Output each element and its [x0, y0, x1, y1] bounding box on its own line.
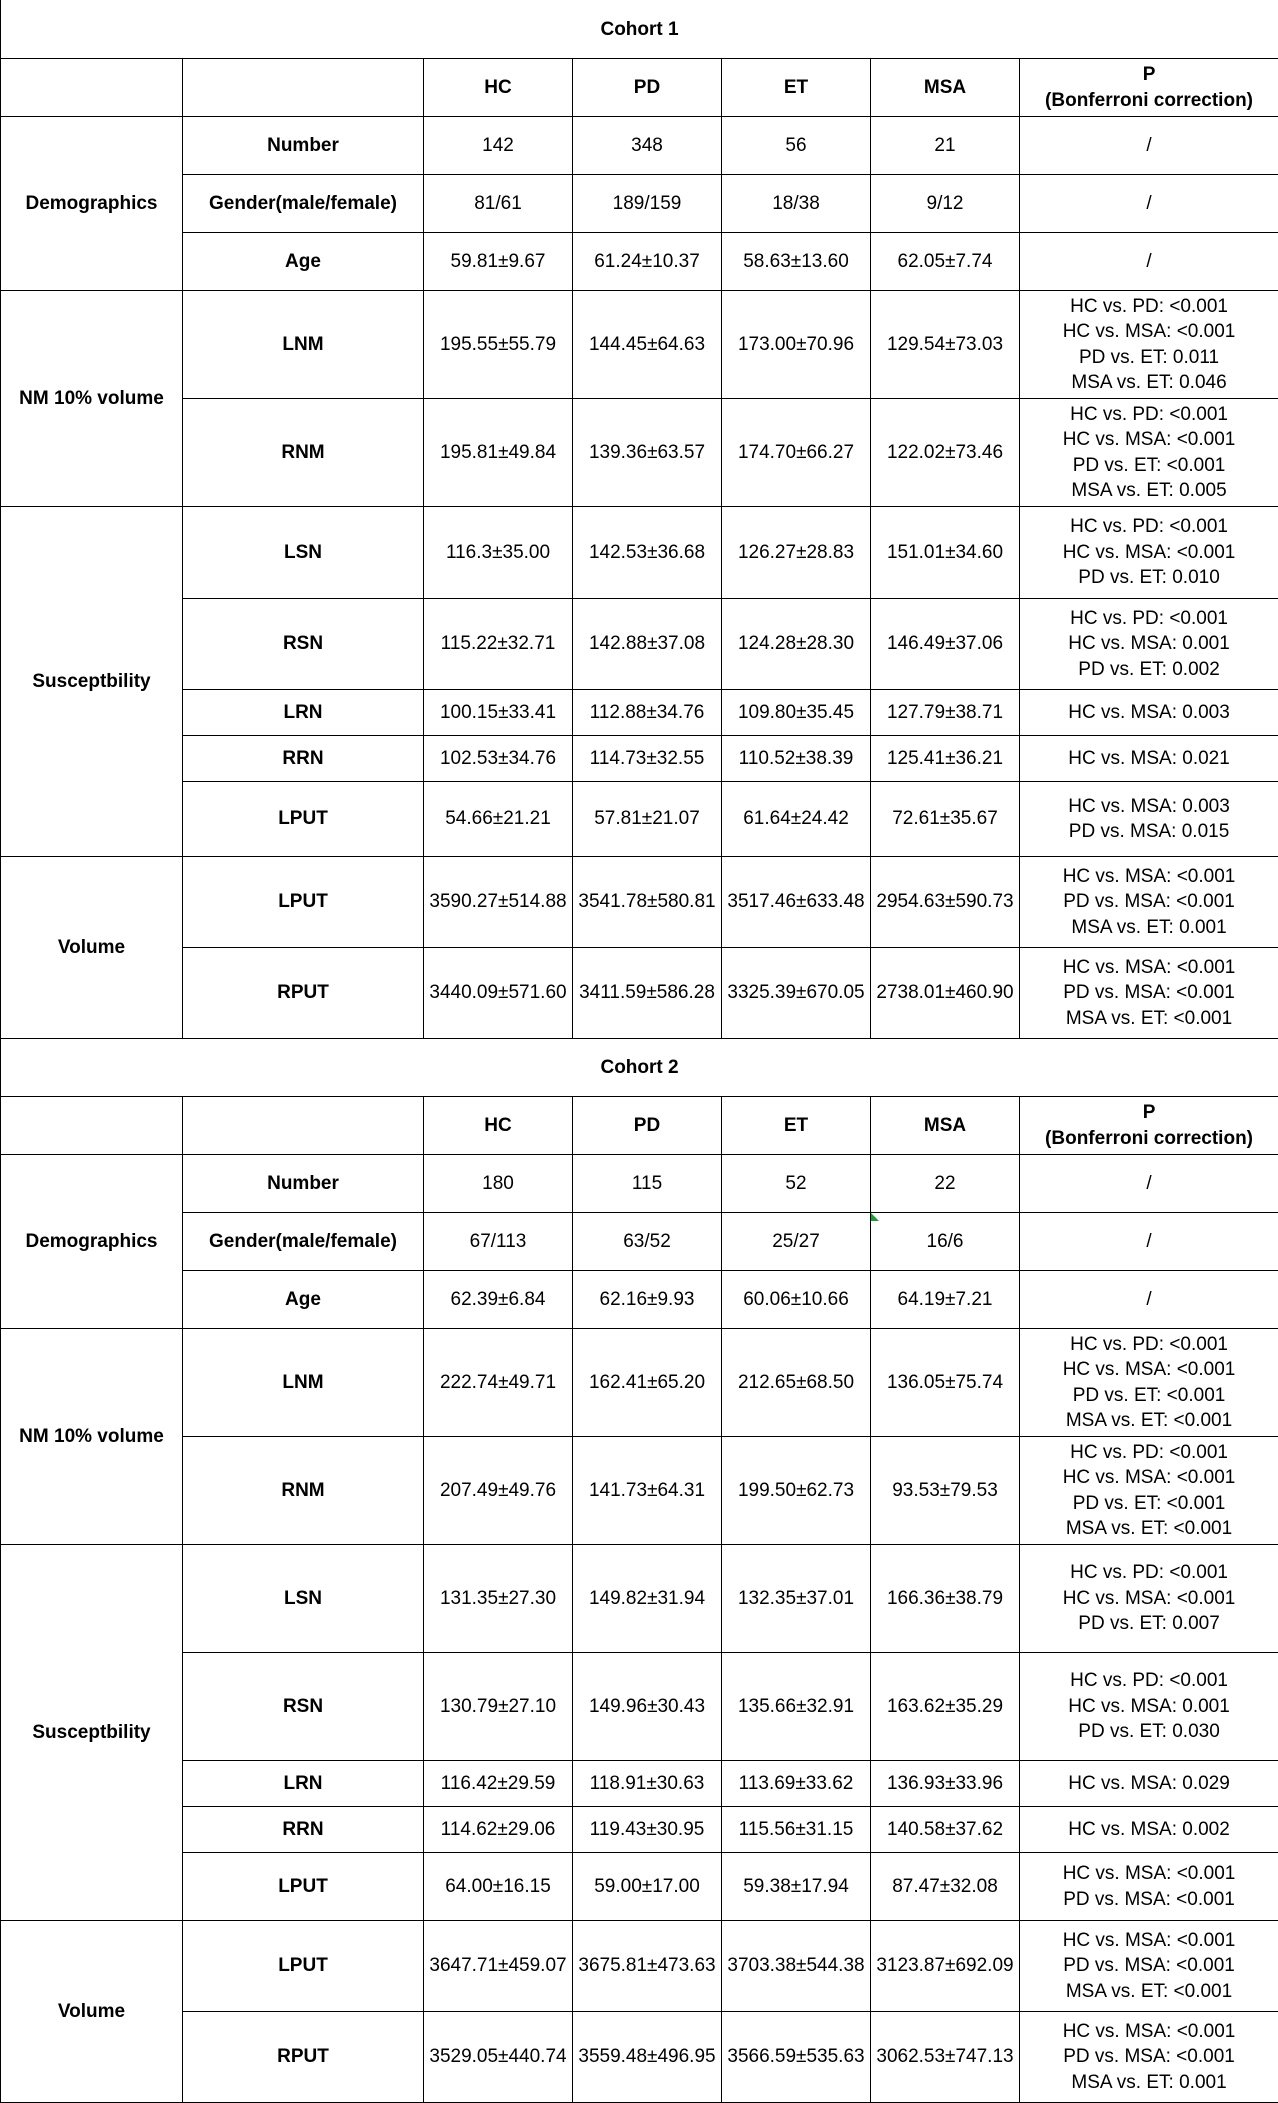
p-value-line: / — [1021, 133, 1277, 159]
metric-label[interactable]: LSN — [183, 1545, 424, 1653]
p-value-line: PD vs. ET: 0.011 — [1021, 345, 1277, 371]
p-value-line: HC vs. MSA: 0.003 — [1021, 700, 1277, 726]
value-cell-pd[interactable]: 149.82±31.94 — [573, 1545, 722, 1653]
value-cell-msa[interactable]: 136.05±75.74 — [871, 1329, 1020, 1437]
p-value-line: MSA vs. ET: <0.001 — [1021, 1979, 1277, 2005]
value-cell-pd[interactable]: 3559.48±496.95 — [573, 2012, 722, 2103]
value-cell-hc[interactable]: 102.53±34.76 — [424, 736, 573, 782]
value-cell-msa[interactable]: 163.62±35.29 — [871, 1653, 1020, 1761]
metric-label[interactable]: LPUT — [183, 1853, 424, 1921]
value-cell-msa[interactable]: 16/6 — [871, 1213, 1020, 1271]
value-cell-hc[interactable]: 3529.05±440.74 — [424, 2012, 573, 2103]
value-cell-pd[interactable]: 118.91±30.63 — [573, 1761, 722, 1807]
p-value-line: HC vs. MSA: 0.003 — [1021, 794, 1277, 820]
metric-label[interactable]: LRN — [183, 1761, 424, 1807]
value-cell-hc[interactable]: 142 — [424, 117, 573, 175]
p-value-cell[interactable] — [1020, 1545, 1278, 1653]
p-value-cell[interactable] — [1020, 233, 1278, 291]
value-cell-pd[interactable]: 162.41±65.20 — [573, 1329, 722, 1437]
table-row — [1, 1271, 1278, 1329]
metric-label[interactable]: LPUT — [183, 782, 424, 857]
value-cell-hc[interactable]: 64.00±16.15 — [424, 1853, 573, 1921]
p-value-line: / — [1021, 1229, 1277, 1255]
section-label[interactable]: NM 10% volume — [1, 1329, 183, 1545]
table-row — [1, 690, 1278, 736]
p-value-cell[interactable] — [1020, 690, 1278, 736]
value-cell-msa[interactable]: 140.58±37.62 — [871, 1807, 1020, 1853]
value-cell-msa[interactable]: 125.41±36.21 — [871, 736, 1020, 782]
column-header-pd[interactable]: PD — [573, 59, 722, 117]
p-header-line1: P — [1021, 1100, 1277, 1126]
value-cell-pd[interactable]: 112.88±34.76 — [573, 690, 722, 736]
value-cell-et[interactable]: 3517.46±633.48 — [722, 857, 871, 948]
column-header-et[interactable]: ET — [722, 1097, 871, 1155]
value-cell-pd[interactable]: 144.45±64.63 — [573, 291, 722, 399]
table-row — [1, 1807, 1278, 1853]
value-cell-pd[interactable]: 3411.59±586.28 — [573, 948, 722, 1039]
header-blank-metric[interactable] — [183, 59, 424, 117]
p-value-line: HC vs. MSA: <0.001 — [1021, 1928, 1277, 1954]
value-cell-hc[interactable]: 130.79±27.10 — [424, 1653, 573, 1761]
p-value-cell[interactable] — [1020, 117, 1278, 175]
p-value-line: MSA vs. ET: <0.001 — [1021, 1408, 1277, 1434]
value-cell-msa[interactable]: 93.53±79.53 — [871, 1437, 1020, 1545]
cell-comment-marker — [871, 1213, 879, 1221]
value-cell-et[interactable]: 60.06±10.66 — [722, 1271, 871, 1329]
table-row — [1, 1761, 1278, 1807]
value-cell-msa[interactable]: 87.47±32.08 — [871, 1853, 1020, 1921]
value-cell-msa[interactable]: 2738.01±460.90 — [871, 948, 1020, 1039]
value-cell-msa[interactable]: 21 — [871, 117, 1020, 175]
value-cell-et[interactable]: 173.00±70.96 — [722, 291, 871, 399]
table-row — [1, 2012, 1278, 2103]
p-value-cell[interactable] — [1020, 1271, 1278, 1329]
metric-label[interactable]: Age — [183, 233, 424, 291]
header-blank-metric[interactable] — [183, 1097, 424, 1155]
metric-label[interactable]: LPUT — [183, 857, 424, 948]
p-value-line: PD vs. MSA: <0.001 — [1021, 889, 1277, 915]
p-header-line2: (Bonferroni correction) — [1021, 1126, 1277, 1152]
value-cell-hc[interactable]: 81/61 — [424, 175, 573, 233]
value-cell-pd[interactable]: 141.73±64.31 — [573, 1437, 722, 1545]
table-row — [1, 507, 1278, 599]
value-cell-et[interactable]: 113.69±33.62 — [722, 1761, 871, 1807]
value-cell-hc[interactable]: 195.55±55.79 — [424, 291, 573, 399]
metric-label[interactable]: Number — [183, 117, 424, 175]
value-cell-pd[interactable]: 149.96±30.43 — [573, 1653, 722, 1761]
value-cell-pd[interactable]: 63/52 — [573, 1213, 722, 1271]
metric-label[interactable]: RRN — [183, 1807, 424, 1853]
value-cell-hc[interactable]: 3440.09±571.60 — [424, 948, 573, 1039]
p-value-cell[interactable] — [1020, 736, 1278, 782]
value-cell-et[interactable]: 109.80±35.45 — [722, 690, 871, 736]
p-value-cell[interactable] — [1020, 857, 1278, 948]
metric-label[interactable]: RSN — [183, 599, 424, 690]
value-cell-pd[interactable]: 61.24±10.37 — [573, 233, 722, 291]
value-cell-hc[interactable]: 3590.27±514.88 — [424, 857, 573, 948]
p-value-line: HC vs. MSA: 0.029 — [1021, 1771, 1277, 1797]
value-cell-msa[interactable]: 9/12 — [871, 175, 1020, 233]
value-cell-pd[interactable]: 139.36±63.57 — [573, 399, 722, 507]
table-row — [1, 1329, 1278, 1437]
p-value-cell[interactable] — [1020, 399, 1278, 507]
table-row — [1, 233, 1278, 291]
value-cell-hc[interactable]: 180 — [424, 1155, 573, 1213]
value-cell-hc[interactable]: 222.74±49.71 — [424, 1329, 573, 1437]
cohort-title[interactable]: Cohort 2 — [1, 1039, 1278, 1097]
p-value-cell[interactable] — [1020, 291, 1278, 399]
p-value-line: HC vs. PD: <0.001 — [1021, 1668, 1277, 1694]
value-cell-msa[interactable]: 62.05±7.74 — [871, 233, 1020, 291]
p-value-line: PD vs. ET: <0.001 — [1021, 1491, 1277, 1517]
p-value-line: MSA vs. ET: 0.046 — [1021, 370, 1277, 396]
metric-label[interactable]: LNM — [183, 1329, 424, 1437]
metric-label[interactable]: LNM — [183, 291, 424, 399]
p-value-line: HC vs. PD: <0.001 — [1021, 1560, 1277, 1586]
value-cell-et[interactable]: 25/27 — [722, 1213, 871, 1271]
value-cell-msa[interactable]: 22 — [871, 1155, 1020, 1213]
column-header-et[interactable]: ET — [722, 59, 871, 117]
value-cell-pd[interactable]: 189/159 — [573, 175, 722, 233]
value-cell-hc[interactable]: 114.62±29.06 — [424, 1807, 573, 1853]
metric-label[interactable]: Gender(male/female) — [183, 1213, 424, 1271]
p-value-line: PD vs. ET: 0.030 — [1021, 1719, 1277, 1745]
p-value-line: HC vs. MSA: <0.001 — [1021, 1465, 1277, 1491]
value-cell-pd[interactable]: 115 — [573, 1155, 722, 1213]
p-value-cell[interactable] — [1020, 1329, 1278, 1437]
p-value-cell[interactable] — [1020, 1155, 1278, 1213]
value-cell-hc[interactable]: 100.15±33.41 — [424, 690, 573, 736]
p-value-line: HC vs. MSA: 0.002 — [1021, 1817, 1277, 1843]
table-row — [1, 599, 1278, 690]
column-header-p[interactable] — [1020, 59, 1278, 117]
table-row — [1, 1545, 1278, 1653]
p-value-cell[interactable] — [1020, 175, 1278, 233]
value-cell-hc[interactable]: 54.66±21.21 — [424, 782, 573, 857]
metric-label[interactable]: RPUT — [183, 948, 424, 1039]
value-cell-pd[interactable]: 62.16±9.93 — [573, 1271, 722, 1329]
value-cell-pd[interactable]: 142.88±37.08 — [573, 599, 722, 690]
p-header-line2: (Bonferroni correction) — [1021, 88, 1277, 114]
metric-label[interactable]: RNM — [183, 1437, 424, 1545]
column-header-hc[interactable]: HC — [424, 59, 573, 117]
p-value-line: PD vs. ET: 0.007 — [1021, 1611, 1277, 1637]
value-cell-et[interactable]: 3325.39±670.05 — [722, 948, 871, 1039]
p-value-line: HC vs. MSA: 0.001 — [1021, 1694, 1277, 1720]
value-cell-msa[interactable]: 166.36±38.79 — [871, 1545, 1020, 1653]
p-value-line: / — [1021, 1287, 1277, 1313]
column-header-pd[interactable]: PD — [573, 1097, 722, 1155]
value-cell-et[interactable]: 124.28±28.30 — [722, 599, 871, 690]
p-value-line: HC vs. MSA: <0.001 — [1021, 319, 1277, 345]
value-cell-et[interactable]: 58.63±13.60 — [722, 233, 871, 291]
p-value-line: HC vs. PD: <0.001 — [1021, 402, 1277, 428]
p-value-cell[interactable] — [1020, 782, 1278, 857]
value-cell-msa[interactable]: 122.02±73.46 — [871, 399, 1020, 507]
cohort-title[interactable]: Cohort 1 — [1, 1, 1278, 59]
section-label[interactable]: Susceptbility — [1, 1545, 183, 1921]
metric-label[interactable]: RNM — [183, 399, 424, 507]
value-cell-hc[interactable]: 115.22±32.71 — [424, 599, 573, 690]
value-cell-hc[interactable]: 3647.71±459.07 — [424, 1921, 573, 2012]
p-value-line: HC vs. MSA: <0.001 — [1021, 864, 1277, 890]
column-header-msa[interactable]: MSA — [871, 1097, 1020, 1155]
p-value-line: MSA vs. ET: <0.001 — [1021, 1006, 1277, 1032]
value-cell-pd[interactable]: 348 — [573, 117, 722, 175]
value-cell-msa[interactable]: 3123.87±692.09 — [871, 1921, 1020, 2012]
p-value-cell[interactable] — [1020, 1853, 1278, 1921]
value-cell-msa[interactable]: 151.01±34.60 — [871, 507, 1020, 599]
section-label[interactable]: Volume — [1, 857, 183, 1039]
value-cell-pd[interactable]: 3675.81±473.63 — [573, 1921, 722, 2012]
p-value-cell[interactable] — [1020, 1653, 1278, 1761]
metric-label[interactable]: RRN — [183, 736, 424, 782]
p-value-line: HC vs. MSA: <0.001 — [1021, 1861, 1277, 1887]
table-row — [1, 117, 1278, 175]
p-value-line: PD vs. ET: <0.001 — [1021, 453, 1277, 479]
p-value-line: HC vs. MSA: <0.001 — [1021, 955, 1277, 981]
cohort-title-row — [1, 1039, 1278, 1097]
value-cell-et[interactable]: 174.70±66.27 — [722, 399, 871, 507]
p-value-line: HC vs. MSA: <0.001 — [1021, 1586, 1277, 1612]
value-cell-msa[interactable]: 146.49±37.06 — [871, 599, 1020, 690]
p-value-line: HC vs. MSA: 0.021 — [1021, 746, 1277, 772]
value-cell-msa[interactable]: 72.61±35.67 — [871, 782, 1020, 857]
p-value-line: HC vs. PD: <0.001 — [1021, 1332, 1277, 1358]
p-value-line: HC vs. PD: <0.001 — [1021, 294, 1277, 320]
value-cell-hc[interactable]: 67/113 — [424, 1213, 573, 1271]
p-value-line: HC vs. PD: <0.001 — [1021, 1440, 1277, 1466]
value-cell-msa[interactable]: 136.93±33.96 — [871, 1761, 1020, 1807]
value-cell-hc[interactable]: 195.81±49.84 — [424, 399, 573, 507]
value-cell-et[interactable]: 18/38 — [722, 175, 871, 233]
p-value-line: PD vs. MSA: <0.001 — [1021, 1953, 1277, 1979]
p-value-line: MSA vs. ET: 0.001 — [1021, 915, 1277, 941]
value-cell-msa[interactable]: 64.19±7.21 — [871, 1271, 1020, 1329]
p-value-line: PD vs. ET: 0.002 — [1021, 657, 1277, 683]
value-cell-et[interactable]: 61.64±24.42 — [722, 782, 871, 857]
p-value-line: PD vs. ET: <0.001 — [1021, 1383, 1277, 1409]
value-cell-et[interactable]: 59.38±17.94 — [722, 1853, 871, 1921]
p-value-line: / — [1021, 1171, 1277, 1197]
p-value-line: HC vs. MSA: <0.001 — [1021, 1357, 1277, 1383]
metric-label[interactable]: Age — [183, 1271, 424, 1329]
value-cell-hc[interactable]: 131.35±27.30 — [424, 1545, 573, 1653]
metric-label[interactable]: Number — [183, 1155, 424, 1213]
p-value-line: PD vs. MSA: <0.001 — [1021, 980, 1277, 1006]
value-cell-pd[interactable]: 142.53±36.68 — [573, 507, 722, 599]
table-row — [1, 291, 1278, 399]
p-value-cell[interactable] — [1020, 1437, 1278, 1545]
value-cell-et[interactable]: 135.66±32.91 — [722, 1653, 871, 1761]
value-cell-hc[interactable]: 116.42±29.59 — [424, 1761, 573, 1807]
header-blank-section[interactable] — [1, 59, 183, 117]
p-value-line: PD vs. MSA: <0.001 — [1021, 1887, 1277, 1913]
column-header-p[interactable] — [1020, 1097, 1278, 1155]
section-label[interactable]: Susceptbility — [1, 507, 183, 857]
value-cell-hc[interactable]: 62.39±6.84 — [424, 1271, 573, 1329]
value-cell-et[interactable]: 3566.59±535.63 — [722, 2012, 871, 2103]
table-row — [1, 1437, 1278, 1545]
table-row — [1, 175, 1278, 233]
column-header-msa[interactable]: MSA — [871, 59, 1020, 117]
value-cell-hc[interactable]: 207.49±49.76 — [424, 1437, 573, 1545]
metric-label[interactable]: LPUT — [183, 1921, 424, 2012]
value-cell-msa[interactable]: 129.54±73.03 — [871, 291, 1020, 399]
value-cell-et[interactable]: 56 — [722, 117, 871, 175]
value-cell-et[interactable]: 212.65±68.50 — [722, 1329, 871, 1437]
table-row — [1, 736, 1278, 782]
p-value-line: HC vs. MSA: <0.001 — [1021, 2019, 1277, 2045]
value-cell-et[interactable]: 126.27±28.83 — [722, 507, 871, 599]
section-label[interactable]: Volume — [1, 1921, 183, 2103]
table-row — [1, 399, 1278, 507]
value-cell-msa[interactable]: 127.79±38.71 — [871, 690, 1020, 736]
value-cell-et[interactable]: 3703.38±544.38 — [722, 1921, 871, 2012]
table-row — [1, 1155, 1278, 1213]
p-value-line: PD vs. MSA: 0.015 — [1021, 819, 1277, 845]
p-value-cell[interactable] — [1020, 599, 1278, 690]
p-value-cell[interactable] — [1020, 948, 1278, 1039]
p-value-line: MSA vs. ET: 0.001 — [1021, 2070, 1277, 2096]
value-cell-pd[interactable]: 119.43±30.95 — [573, 1807, 722, 1853]
metric-label[interactable]: LRN — [183, 690, 424, 736]
value-cell-et[interactable]: 199.50±62.73 — [722, 1437, 871, 1545]
value-cell-pd[interactable]: 59.00±17.00 — [573, 1853, 722, 1921]
table-row — [1, 782, 1278, 857]
value-cell-pd[interactable]: 57.81±21.07 — [573, 782, 722, 857]
table-row — [1, 1853, 1278, 1921]
p-value-line: HC vs. MSA: <0.001 — [1021, 540, 1277, 566]
p-header-line1: P — [1021, 62, 1277, 88]
header-blank-section[interactable] — [1, 1097, 183, 1155]
value-cell-pd[interactable]: 3541.78±580.81 — [573, 857, 722, 948]
p-value-line: MSA vs. ET: <0.001 — [1021, 1516, 1277, 1542]
metric-label[interactable]: LSN — [183, 507, 424, 599]
p-value-line: HC vs. MSA: <0.001 — [1021, 427, 1277, 453]
metric-label[interactable]: RSN — [183, 1653, 424, 1761]
value-cell-et[interactable]: 110.52±38.39 — [722, 736, 871, 782]
value-cell-msa[interactable]: 3062.53±747.13 — [871, 2012, 1020, 2103]
p-value-line: HC vs. PD: <0.001 — [1021, 606, 1277, 632]
table-row — [1, 1653, 1278, 1761]
value-cell-et[interactable]: 132.35±37.01 — [722, 1545, 871, 1653]
value-cell-pd[interactable]: 114.73±32.55 — [573, 736, 722, 782]
p-value-cell[interactable] — [1020, 1213, 1278, 1271]
p-value-cell[interactable] — [1020, 1921, 1278, 2012]
value-cell-hc[interactable]: 59.81±9.67 — [424, 233, 573, 291]
p-value-line: HC vs. MSA: 0.001 — [1021, 631, 1277, 657]
value-cell-msa[interactable]: 2954.63±590.73 — [871, 857, 1020, 948]
column-header-row — [1, 59, 1278, 117]
table-row — [1, 1213, 1278, 1271]
section-label[interactable]: Demographics — [1, 117, 183, 291]
p-value-cell[interactable] — [1020, 507, 1278, 599]
p-value-cell[interactable] — [1020, 2012, 1278, 2103]
p-value-line: HC vs. PD: <0.001 — [1021, 514, 1277, 540]
p-value-line: MSA vs. ET: 0.005 — [1021, 478, 1277, 504]
p-value-line: / — [1021, 249, 1277, 275]
value-cell-et[interactable]: 115.56±31.15 — [722, 1807, 871, 1853]
value-cell-et[interactable]: 52 — [722, 1155, 871, 1213]
metric-label[interactable]: RPUT — [183, 2012, 424, 2103]
p-value-line: PD vs. MSA: <0.001 — [1021, 2044, 1277, 2070]
metric-label[interactable]: Gender(male/female) — [183, 175, 424, 233]
p-value-cell[interactable] — [1020, 1761, 1278, 1807]
p-value-line: / — [1021, 191, 1277, 217]
table-row — [1, 857, 1278, 948]
section-label[interactable]: Demographics — [1, 1155, 183, 1329]
section-label[interactable]: NM 10% volume — [1, 291, 183, 507]
value-cell-hc[interactable]: 116.3±35.00 — [424, 507, 573, 599]
column-header-row — [1, 1097, 1278, 1155]
table-row — [1, 1921, 1278, 2012]
p-value-line: PD vs. ET: 0.010 — [1021, 565, 1277, 591]
cohort-title-row — [1, 1, 1278, 59]
table-row — [1, 948, 1278, 1039]
p-value-cell[interactable] — [1020, 1807, 1278, 1853]
column-header-hc[interactable]: HC — [424, 1097, 573, 1155]
